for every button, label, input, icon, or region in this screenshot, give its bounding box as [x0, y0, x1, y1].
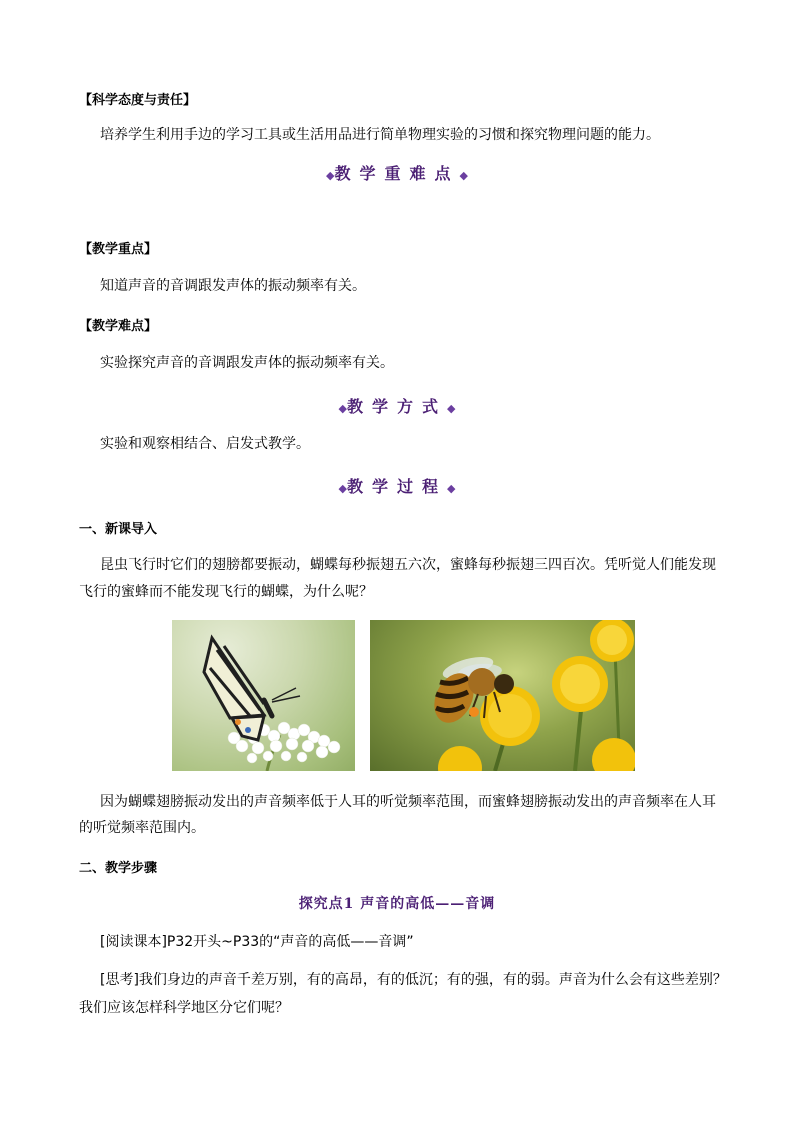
- diamond-icon: ◆: [447, 482, 456, 495]
- method-text: 实验和观察相结合、启发式教学。: [100, 436, 310, 452]
- difficult-label: 【教学难点】: [79, 319, 158, 334]
- diamond-icon: ◆: [459, 169, 468, 182]
- butterfly-illustration: [172, 620, 355, 771]
- intro-text-line1: 昆虫飞行时它们的翅膀都要振动，蝴蝶每秒振翅五六次，蜜蜂每秒振翅三四百次。凭听觉人们能发现: [100, 557, 716, 573]
- attitude-text: 培养学生利用手边的学习工具或生活用品进行简单物理实验的习惯和探究物理问题的能力。: [100, 127, 660, 143]
- butterfly-photo: [172, 620, 355, 771]
- diamond-icon: ◆: [326, 169, 335, 182]
- difficult-text: 实验探究声音的音调跟发声体的振动频率有关。: [100, 355, 394, 371]
- explore-title: 探究点1 声音的高低——音调: [298, 896, 496, 912]
- bee-illustration: [370, 620, 635, 771]
- key-label: 【教学重点】: [79, 242, 158, 257]
- diamond-icon: ◆: [447, 402, 456, 415]
- process-title: ◆教学过程◆: [338, 477, 456, 496]
- reading-text: [阅读课本]P32开头~P33的“声音的高低——音调”: [100, 934, 414, 950]
- diamond-icon: ◆: [338, 482, 347, 495]
- key-text: 知道声音的音调跟发声体的振动频率有关。: [100, 278, 366, 294]
- intro-text-line2: 飞行的蜜蜂而不能发现飞行的蝴蝶，为什么呢？: [79, 584, 373, 600]
- method-title: ◆教学方式◆: [338, 397, 456, 416]
- think-line1: [思考]我们身边的声音千差万别，有的高昂，有的低沉；有的强，有的弱。声音为什么会有这些差别？: [100, 972, 727, 988]
- bee-photo: [370, 620, 635, 771]
- answer-line2: 的听觉频率范围内。: [79, 820, 205, 836]
- intro-heading: 一、新课导入: [79, 522, 158, 537]
- answer-line1: 因为蝴蝶翅膀振动发出的声音频率低于人耳的听觉频率范围，而蜜蜂翅膀振动发出的声音频率在人耳: [100, 794, 716, 810]
- key-difficult-title: ◆教学重难点◆: [326, 164, 468, 183]
- diamond-icon: ◆: [338, 402, 347, 415]
- steps-heading: 二、教学步骤: [79, 861, 158, 876]
- attitude-label: 【科学态度与责任】: [79, 93, 197, 108]
- think-line2: 我们应该怎样科学地区分它们呢？: [79, 1000, 289, 1016]
